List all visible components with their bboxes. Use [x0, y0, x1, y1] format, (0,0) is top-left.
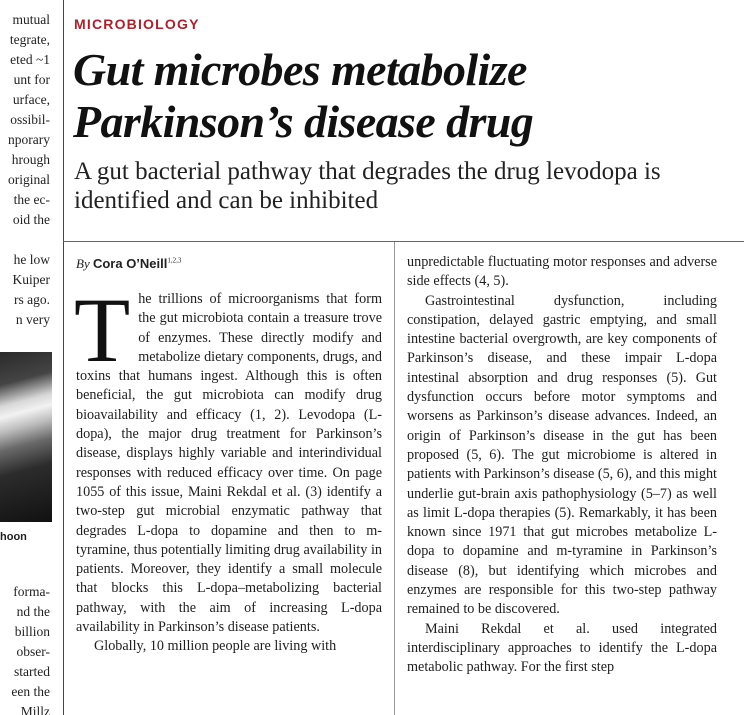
text-fragment: oid the	[12, 212, 50, 227]
text-fragment: unt for	[13, 72, 50, 87]
drop-cap: T	[74, 279, 131, 381]
text-fragment: mutual	[12, 12, 50, 27]
text-fragment: obser-	[16, 644, 50, 659]
text-fragment: n very	[15, 312, 50, 327]
article-title	[73, 44, 533, 148]
header-rule	[63, 241, 744, 242]
paragraph: he trillions of microorganisms that form the gut microbiota contain a treasure trove of enzymes. These directly modify and metabolize dietary components, drugs, and toxins that humans ingest. Although this is often beneficial, the gut microbiota can modify drug bioavailability and efficacy (1, 2). Levodopa (L-dopa), the major drug treatment for Parkinson’s disease, displays highly variable and interindividual responses with reduced efficacy over time. On page 1055 of this issue, Maini Rekdal et al. (3) identify a two-step gut microbial enzymatic pathway that degrades L-dopa to dopamine and then to m-tyramine, thus potentially limiting drug availability in patients. Moreover, they identify a small molecule that blocks this L-dopa–metabolizing bacterial pathway, with the aim of increasing L-dopa availability in Parkinson’s disease patients.	[76, 291, 382, 636]
previous-article-column	[0, 0, 52, 715]
text-fragment: nporary	[8, 132, 50, 147]
author-name: Cora O’Neill	[92, 256, 168, 271]
text-fragment: urface,	[12, 92, 50, 107]
text-fragment: Millz	[20, 704, 50, 715]
text-fragment: nd the	[16, 604, 50, 619]
text-fragment: started	[14, 664, 50, 679]
text-fragment: eted ~1	[10, 52, 50, 67]
previous-article-photo	[0, 352, 52, 522]
section-label: MICROBIOLOGY	[74, 16, 200, 32]
title-line-2: Parkinson’s disease drug	[73, 96, 534, 147]
text-fragment: he low	[13, 252, 50, 267]
text-fragment: hrough	[11, 152, 50, 167]
column-divider	[394, 242, 395, 715]
text-fragment: ossibil-	[10, 112, 50, 127]
paragraph: Gastrointestinal dysfunction, including constipation, delayed gastric emptying, and small intestine bacterial overgrowth, are key components of Parkinson’s disease, and these impair L-dopa intestinal absorption and drug responses (5). Gut dysfunction occurs before motor symptoms and worsens as Parkinson’s disease advances. Indeed, an origin of Parkinson’s disease in the gut has been proposed (5, 6). The gut microbiome is altered in patients with Parkinson’s disease (5, 6), and this might underlie gut-brain axis pathophysiology (5–7) as well as limit L-dopa therapies (5). Remarkably, it has been known since 1971 that gut microbes metabolize L-dopa to dopamine and m-tyramine in Parkinson’s disease (8), but identifying which microbes and enzymes are responsible for this two-step pathway remained to be discovered.	[407, 292, 717, 618]
text-fragment: een the	[11, 684, 50, 699]
paragraph: Globally, 10 million people are living with	[94, 638, 337, 655]
body-column-1	[74, 279, 382, 657]
text-fragment: billion	[14, 624, 50, 639]
body-column-2	[407, 253, 717, 678]
text-fragment: Kuiper	[12, 272, 50, 287]
article-subtitle: A gut bacterial pathway that degrades the drug levodopa is identified and can be inhibited	[74, 158, 661, 214]
author-affiliation: 1,2,3	[167, 256, 182, 265]
title-line-1: Gut microbes metabolize	[73, 44, 527, 95]
byline	[76, 256, 181, 272]
column-rule	[63, 0, 64, 715]
text-fragment: original	[8, 172, 50, 187]
byline-prefix: By	[76, 256, 93, 271]
text-fragment: rs ago.	[14, 292, 50, 307]
text-fragment: tegrate,	[9, 32, 50, 47]
paragraph: Maini Rekdal et al. used integrated interdisciplinary approaches to identify the L-dopa metabolic pathway. For the first step	[407, 620, 717, 676]
paragraph: unpredictable fluctuating motor responses and adverse side effects (4, 5).	[407, 254, 717, 290]
text-fragment: the ec-	[13, 192, 50, 207]
photo-caption-fragment: hoon	[0, 531, 27, 543]
text-fragment: forma-	[13, 584, 50, 599]
